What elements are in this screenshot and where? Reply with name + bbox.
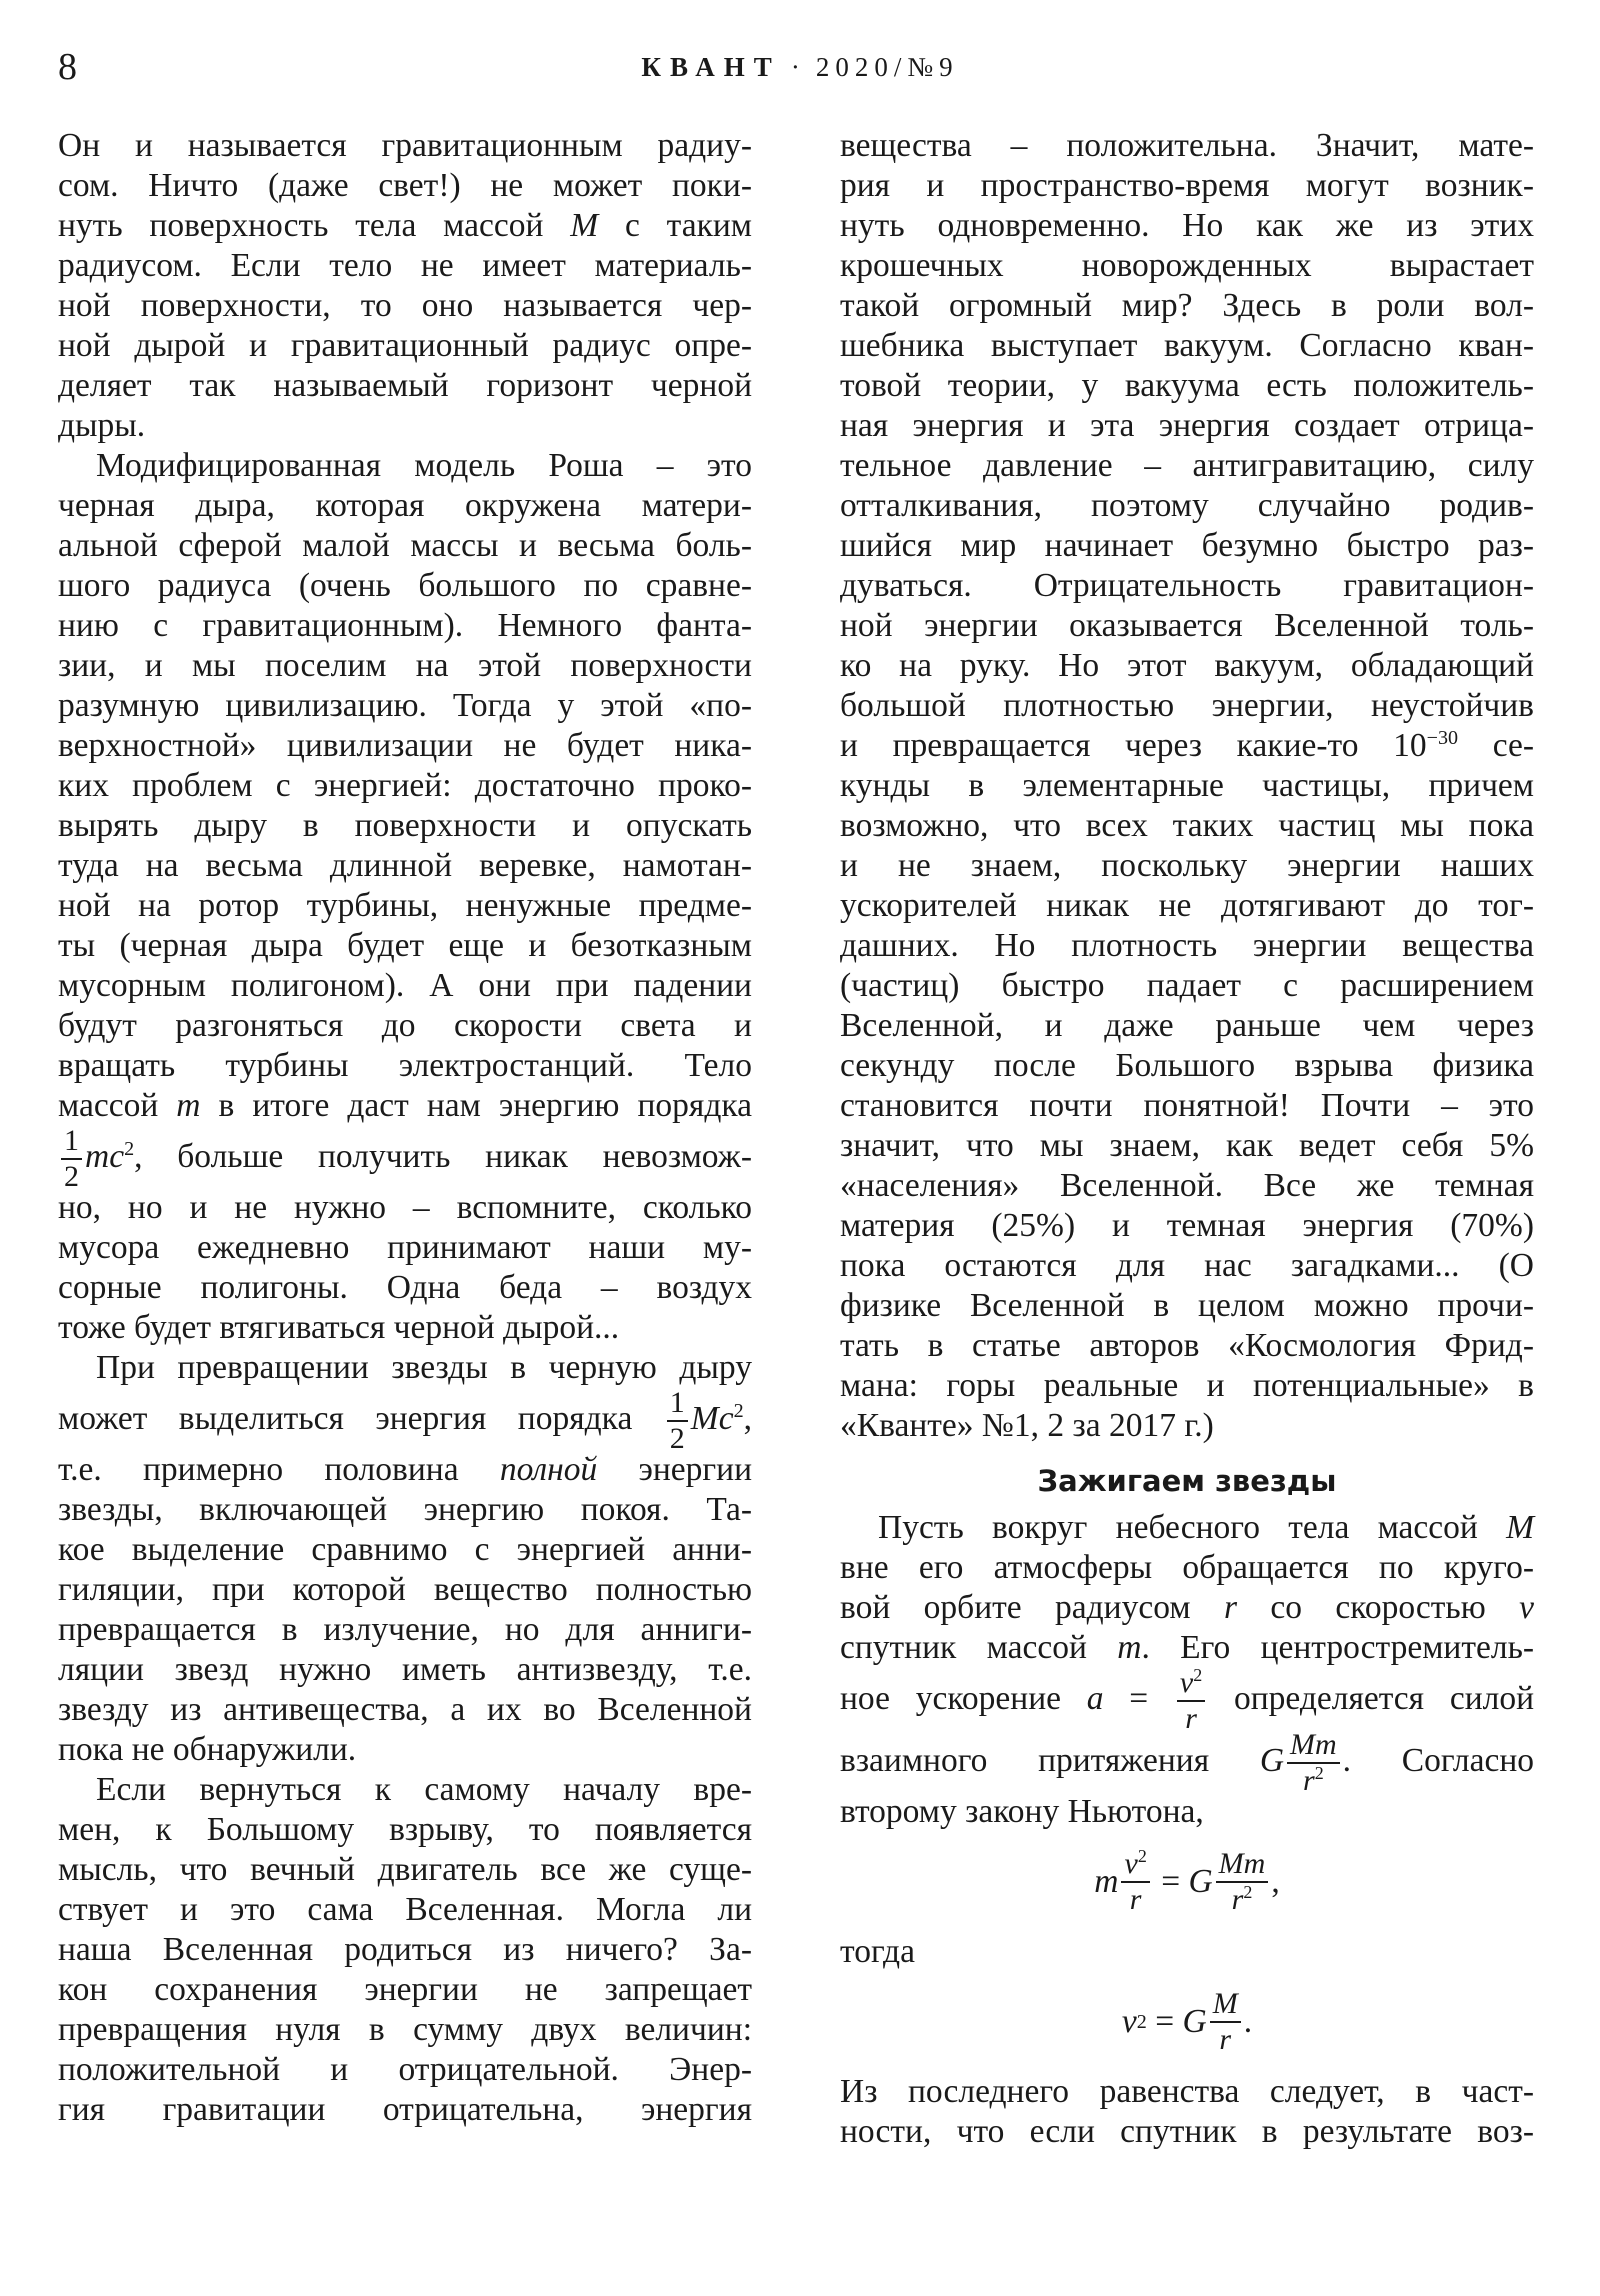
text-line: массой m в итоге даст нам энергию порядка (58, 1087, 752, 1124)
equation-newton-second-law: m $\frac{v^2}{r}$ = G $\frac{Mm}{r^2}$ , (1094, 1846, 1280, 1916)
emphasis: полной (499, 1451, 598, 1488)
section-heading: Зажигаем звезды (1037, 1464, 1337, 1498)
text-line: Вселенной, и даже раньше чем через (840, 1007, 1534, 1044)
text-line: т.е. примерно половина полной энергии (58, 1451, 753, 1488)
text-line: мана: горы реальные и потенциальные» в (840, 1367, 1534, 1404)
text-line: ной на ротор турбины, ненужные предме- (58, 887, 752, 924)
text-line: и не знаем, поскольку энергии наших (840, 847, 1534, 884)
text-line: такой огромный мир? Здесь в роли вол- (840, 287, 1534, 324)
header-separator: · (790, 52, 806, 82)
text-line: значит, что мы знаем, как ведет себя 5% (840, 1127, 1534, 1164)
text-line: мен, к Большому взрыву, то появляется (58, 1811, 752, 1848)
fraction-one-half: $\frac{1}{2}$ (61, 1126, 82, 1192)
text-line: тоже будет втягиваться черной дырой... (58, 1309, 620, 1346)
right-column (840, 126, 1534, 2152)
text-line: но, но и не нужно – вспомните, сколько (58, 1189, 752, 1226)
text-line: спутник массой m. Его центростремитель- (840, 1629, 1535, 1666)
text-line: мусора ежедневно принимают наши му- (58, 1229, 752, 1266)
text-line: ты (черная дыра будет еще и безотказным (58, 927, 752, 964)
text-line: становится почти понятной! Почти – это (840, 1087, 1534, 1124)
text-line: «Кванте» №1, 2 за 2017 г.) (840, 1407, 1214, 1444)
text-line: туда на весьма длинной веревке, намотан- (58, 847, 752, 884)
text-line: ускорителей никак не дотягивают до тог- (840, 887, 1534, 924)
text-line: При превращении звезды в черную дыру (96, 1349, 752, 1386)
text-line-with-formula: $\frac{1}{2}$ $mc^2$, больше получить никак невозмож- (58, 1126, 752, 1188)
text-line: ной поверхности, то оно называется чер- (58, 287, 752, 324)
text-line: пока остаются для нас загадками... (О (840, 1247, 1534, 1284)
text-line: мусорным полигоном). А они при падении (58, 967, 752, 1004)
text-line: шого радиуса (очень большого по сравне- (58, 567, 752, 604)
text-line: сом. Ничто (даже свет!) не может поки- (58, 167, 752, 204)
text-line: ляции звезд нужно иметь антизвезду, т.е. (58, 1651, 752, 1688)
text-line: шебника выступает вакуум. Согласно кван- (840, 327, 1534, 364)
text-line: Если вернуться к самому началу вре- (96, 1771, 752, 1808)
math-mc2: mc (85, 1138, 125, 1175)
text-line: рия и пространство-время могут возник- (840, 167, 1534, 204)
text-line: нуть поверхность тела массой M с таким (58, 207, 752, 244)
text-line: Он и называется гравитационным радиу- (58, 127, 752, 164)
math-Mc2: Mc (690, 1400, 734, 1437)
math-M: M (570, 207, 599, 244)
text-line: дыры. (58, 407, 146, 444)
text-line: зии, и мы поселим на этой поверхности (58, 647, 752, 684)
text-line: мысль, что вечный двигатель все же суще- (58, 1851, 752, 1888)
text-line: кунды в элементарные частицы, причем (840, 767, 1534, 804)
text-line: секунду после Большого взрыва физика (840, 1047, 1534, 1084)
text-line: пока не обнаружили. (58, 1731, 357, 1768)
text-line: вещества – положительна. Значит, мате- (840, 127, 1534, 164)
text-line: вращать турбины электростанций. Тело (58, 1047, 752, 1084)
text-line: положительной и отрицательной. Энер- (58, 2051, 752, 2088)
text-line: альной сферой малой массы и весьма боль- (58, 527, 752, 564)
text-line: ствует и это сама Вселенная. Могла ли (58, 1891, 752, 1928)
text-line: наша Вселенная родиться из ничего? За- (58, 1931, 752, 1968)
text-line: Пусть вокруг небесного тела массой M (878, 1509, 1535, 1546)
text-line: верхностной» цивилизации не будет ника- (58, 727, 752, 764)
fraction-one-half: $\frac{1}{2}$ (667, 1388, 688, 1454)
text-line: кое выделение сравнимо с энергией анни- (58, 1531, 752, 1568)
fraction-Mm-over-r2: $\frac{Mm}{r^2}$ (1287, 1730, 1340, 1796)
text-line: вырять дыру в поверхности и опускать (58, 807, 752, 844)
text-line-with-formula: может выделиться энергия порядка $\frac{1}{2}$ Mc$^2$, (58, 1386, 752, 1456)
text-line: вой орбите радиусом r со скоростью v (840, 1589, 1534, 1626)
running-head (0, 54, 1600, 81)
text-line: будут разгоняться до скорости света и (58, 1007, 752, 1044)
text-line: кон сохранения энергии не запрещает (58, 1971, 752, 2008)
text-line: ко на руку. Но этот вакуум, обладающий (840, 647, 1534, 684)
magazine-title: КВАНТ (641, 52, 781, 82)
text-line: гиляции, при которой вещество полностью (58, 1571, 752, 1608)
text-line: большой плотностью энергии, неустойчив (840, 687, 1534, 724)
text-line: сорные полигоны. Одна беда – воздух (58, 1269, 752, 1306)
text-line: отталкивания, поэтому случайно родив- (840, 487, 1534, 524)
equation-orbital-velocity: v 2 = G $\frac{M}{r}$ . (1121, 1987, 1253, 2056)
text-line: радиусом. Если тело не имеет материаль- (58, 247, 752, 284)
text-line: ная энергия и эта энергия создает отрица- (840, 407, 1534, 444)
text-line: дашних. Но плотность энергии вещества (840, 927, 1534, 964)
text-line: крошечных новорожденных вырастает (840, 247, 1534, 284)
math-m: m (176, 1087, 201, 1124)
text-line-with-formula: ное ускорение a = $\frac{v^2}{r}$ определяется силой (840, 1665, 1535, 1736)
text-line: Из последнего равенства следует, в част- (840, 2073, 1534, 2110)
text-line: (частиц) быстро падает с расширением (840, 967, 1534, 1004)
text-line: ной энергии оказывается Вселенной толь- (840, 607, 1534, 644)
text-line: возможно, что всех таких частиц мы пока (840, 807, 1534, 844)
text-line: вне его атмосферы обращается по круго- (840, 1549, 1534, 1586)
text-line: нию с гравитационным). Немного фанта- (58, 607, 752, 644)
text-line: превращения нуля в сумму двух величин: (58, 2011, 752, 2048)
text-line: шийся мир начинает безумно быстро раз- (840, 527, 1534, 564)
text-line: ности, что если спутник в результате воз- (840, 2113, 1534, 2150)
text-line: звезду из антивещества, а их во Вселенной (58, 1691, 752, 1728)
text-line: Модифицированная модель Роша – это (96, 447, 752, 484)
text-line: материя (25%) и темная энергия (70%) (840, 1207, 1534, 1244)
text-line: дуваться. Отрицательность гравитацион- (840, 567, 1534, 604)
text-line-with-formula: взаимного притяжения G $\frac{Mm}{r^2}$ . Согласно (840, 1728, 1534, 1798)
text-line: превращается в излучение, но для анниги- (58, 1611, 752, 1648)
text-line: нуть одновременно. Но как же из этих (840, 207, 1534, 244)
text-line: и превращается через какие-то $10^{-30}$ се- (840, 726, 1535, 764)
text-line: ной дырой и гравитационный радиус опре- (58, 327, 752, 364)
issue-number: 2020/№9 (815, 52, 959, 82)
text-line: второму закону Ньютона, (840, 1793, 1204, 1830)
text-line: «населения» Вселенной. Все же темная (840, 1167, 1534, 1204)
text-line: звезды, включающей энергию покоя. Та- (58, 1491, 752, 1528)
text-line: разумную цивилизацию. Тогда у этой «по- (58, 687, 752, 724)
fraction-v2-over-r: $\frac{v^2}{r}$ (1177, 1668, 1205, 1734)
text-line: гия гравитации отрицательна, энергия (58, 2091, 752, 2128)
text-line: товой теории, у вакуума есть положитель- (840, 367, 1534, 404)
text-line: черная дыра, которая окружена матери- (58, 487, 752, 524)
text-line: ких проблем с энергией: достаточно проко- (58, 767, 752, 804)
text-line: тельное давление – антигравитацию, силу (840, 447, 1534, 484)
text-line: деляет так называемый горизонт черной (58, 367, 752, 404)
text-line: тать в статье авторов «Космология Фрид- (840, 1327, 1534, 1364)
text-line: физике Вселенной в целом можно прочи- (840, 1287, 1534, 1324)
left-column (58, 126, 752, 2130)
text-line: тогда (840, 1933, 915, 1970)
page-number: 8 (58, 46, 77, 88)
